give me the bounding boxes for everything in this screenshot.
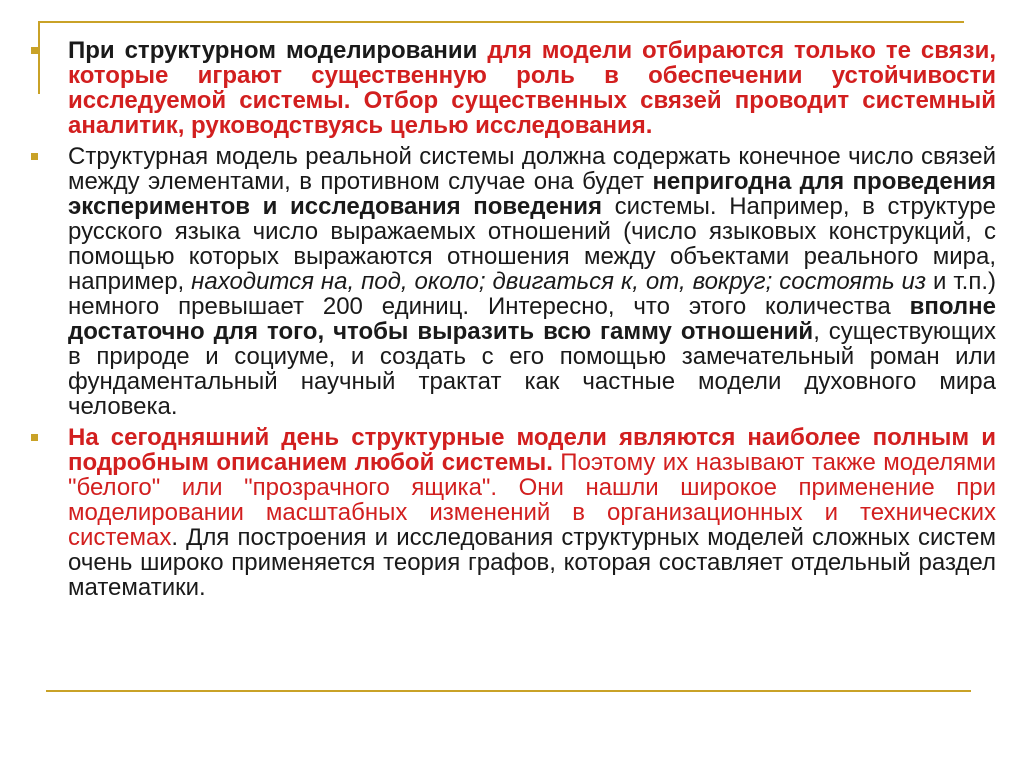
top-rule <box>40 21 964 23</box>
bullet-paragraph-3 <box>28 425 996 600</box>
square-bullet-icon <box>31 47 38 54</box>
square-bullet-icon <box>31 434 38 441</box>
bullet-paragraph-2 <box>28 144 996 419</box>
p2-bold-2: вполне достаточно для того, чтобы выразить всю гамму отношений <box>68 293 996 345</box>
p2-text-2: системы. Например, в структуре русского языка число выражаемых отношений (число языковых конструкций, с помощью которых выражаются отношения между объектами реального мира, например, <box>68 193 997 295</box>
p2-italic-examples: находится на, под, около; двигаться к, от, вокруг; состоять из <box>191 268 927 295</box>
p2-text-4: , существующих в природе и социуме, и создать с его помощью замечательный роман или фундаментальный научный трактат как частные модели духовного мира человека. <box>68 318 996 420</box>
p1-lead: При структурном моделировании <box>68 37 488 64</box>
p3-text: . Для построения и исследования структурных моделей сложных систем очень широко применяется теория графов, которая составляет отдельный раздел математики. <box>68 524 996 601</box>
bullet-paragraph-1 <box>28 38 996 138</box>
p1-highlight: для модели отбираются только те связи, которые играют существенную роль в обеспечении устойчивости исследуемой системы. Отбор существенных связей проводит системный аналитик, руководствуясь целью исследования. <box>68 37 996 139</box>
p3-highlight: Поэтому их называют также моделями "белого" или "прозрачного ящика". Они нашли широкое применение при моделировании масштабных изменений в организационных и технических системах <box>68 449 996 551</box>
p2-text-3: и т.п.) немного превышает 200 единиц. Интересно, что этого количества <box>68 268 996 320</box>
slide-content <box>28 38 996 606</box>
p3-highlight-bold: На сегодняшний день структурные модели являются наиболее полным и подробным описанием любой системы. <box>68 424 996 476</box>
p2-bold-1: непригодна для проведения экспериментов и исследования поведения <box>68 168 996 220</box>
bottom-rule <box>46 690 971 692</box>
square-bullet-icon <box>31 153 38 160</box>
p2-text-1: Структурная модель реальной системы должна содержать конечное число связей между элементами, в противном случае она будет <box>68 143 996 195</box>
